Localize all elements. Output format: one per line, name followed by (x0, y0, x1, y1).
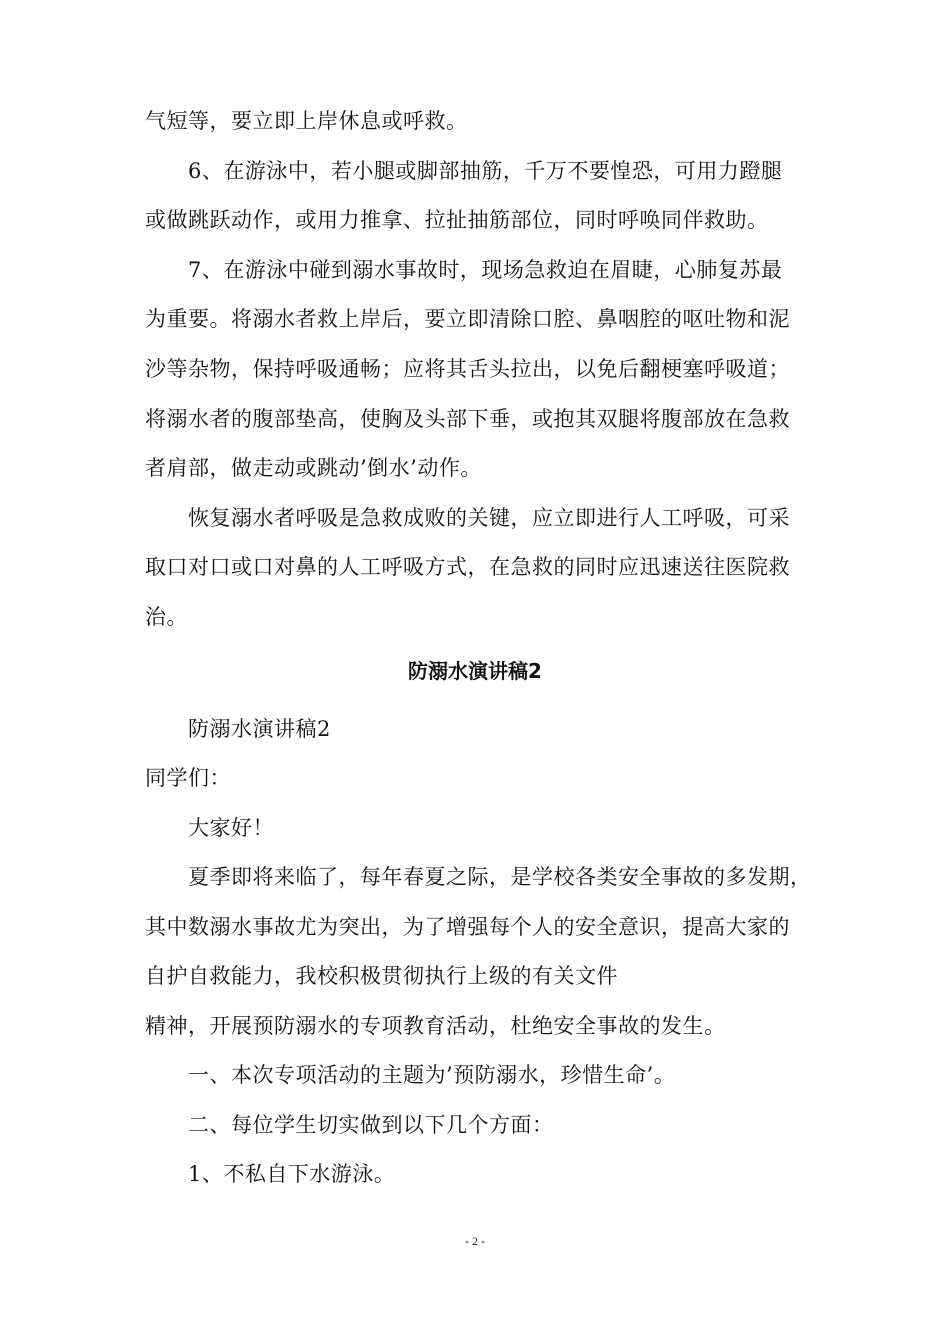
paragraph-line: 精神，开展预防溺水的专项教育活动，杜绝安全事故的发生。 (145, 1014, 726, 1038)
paragraph-line: 6、在游泳中，若小腿或脚部抽筋，千万不要惶恐，可用力蹬腿 (188, 159, 783, 183)
paragraph-line: 7、在游泳中碰到溺水事故时，现场急救迫在眉睫，心肺复苏最 (188, 258, 783, 282)
paragraph-line: 一、本次专项活动的主题为’预防溺水，珍惜生命’。 (188, 1063, 676, 1087)
paragraph-line: 大家好！ (188, 816, 274, 840)
section-heading: 防溺水演讲稿2 (408, 659, 542, 683)
paragraph-line: 二、每位学生切实做到以下几个方面： (188, 1113, 554, 1137)
paragraph-line: 夏季即将来临了，每年春夏之际，是学校各类安全事故的多发期， (188, 865, 812, 889)
paragraph-line: 同学们： (145, 766, 231, 790)
paragraph-line: 为重要。将溺水者救上岸后，要立即清除口腔、鼻咽腔的呕吐物和泥 (145, 307, 790, 331)
paragraph-line: 气短等，要立即上岸休息或呼救。 (145, 109, 468, 133)
page-number: - 2 - (465, 1234, 485, 1248)
paragraph-line: 将溺水者的腹部垫高，使胸及头部下垂，或抱其双腿将腹部放在急救 (145, 407, 790, 431)
paragraph-line: 者肩部，做走动或跳动’倒水’动作。 (145, 456, 482, 480)
paragraph-line: 取口对口或口对鼻的人工呼吸方式，在急救的同时应迅速送往医院救 (145, 555, 790, 579)
paragraph-line: 沙等杂物，保持呼吸通畅；应将其舌头拉出，以免后翻梗塞呼吸道； (145, 357, 790, 381)
paragraph-line: 治。 (145, 605, 188, 629)
paragraph-line: 防溺水演讲稿2 (188, 717, 331, 741)
paragraph-line: 其中数溺水事故尤为突出，为了增强每个人的安全意识，提高大家的 (145, 915, 790, 939)
paragraph-line: 1、不私自下水游泳。 (188, 1162, 396, 1186)
paragraph-line: 或做跳跃动作，或用力推拿、拉扯抽筋部位，同时呼唤同伴救助。 (145, 208, 769, 232)
paragraph-line: 自护自救能力，我校积极贯彻执行上级的有关文件 (145, 964, 618, 988)
paragraph-line: 恢复溺水者呼吸是急救成败的关键，应立即进行人工呼吸，可采 (188, 506, 790, 530)
